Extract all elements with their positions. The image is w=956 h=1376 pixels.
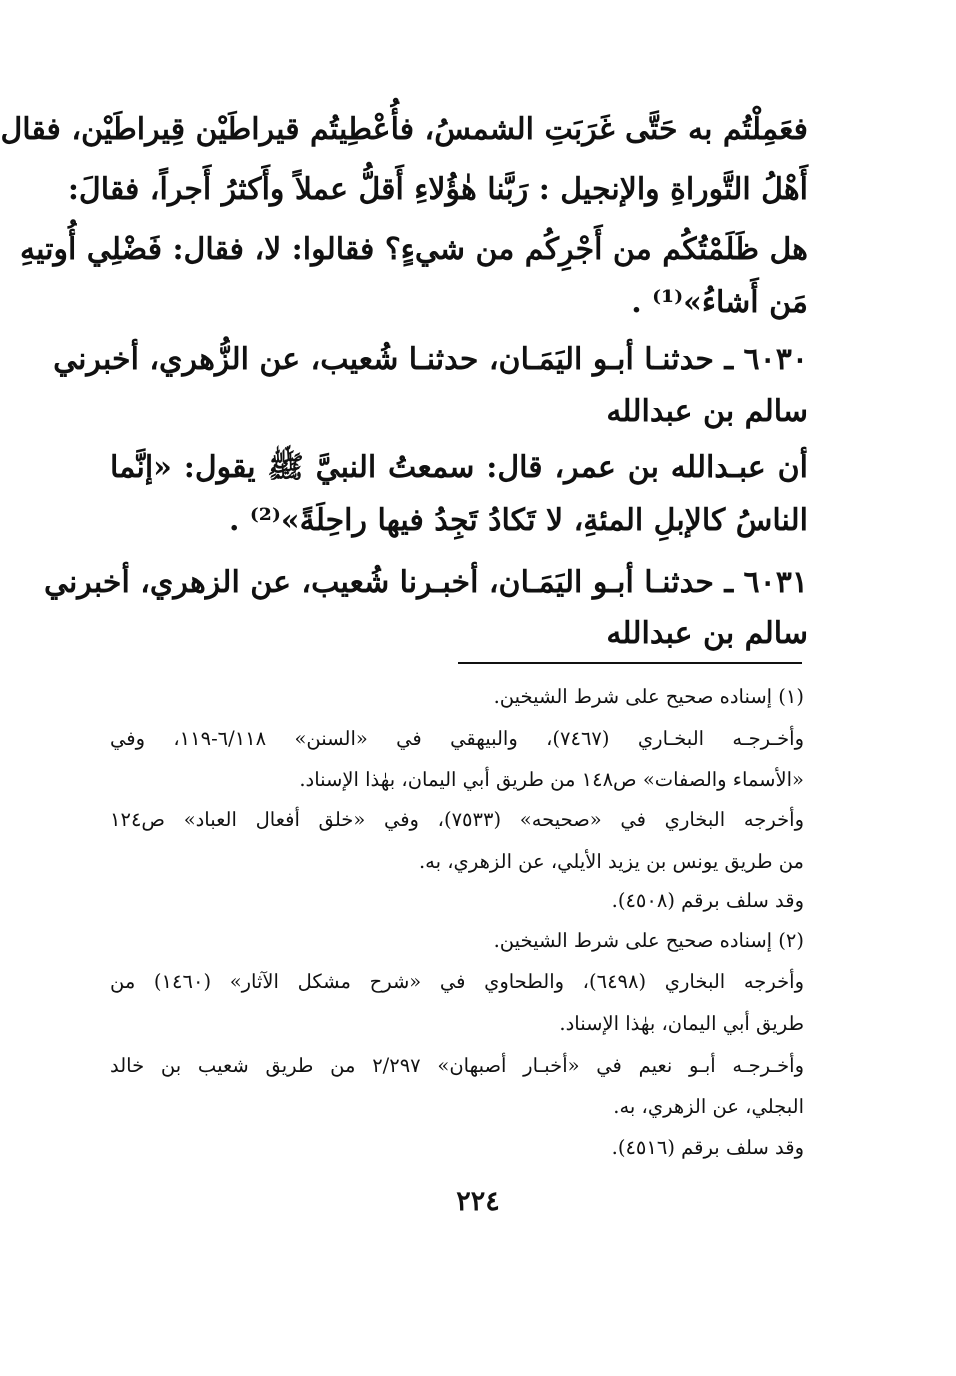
footnote-1-line-5: من طريق يونس بن يزيد الأيلي، عن الزهري، به. <box>418 850 804 873</box>
hadith-6030-isnad-end: سالم بن عبدالله <box>606 394 808 429</box>
main-text-line-4: مَن أَشاءُ»⁽¹⁾ . <box>631 285 808 320</box>
footnote-1-line-3: «الأسماء والصفات» ص١٤٨ من طريق أبي اليمان، بهٰذا الإسناد. <box>299 768 804 791</box>
main-text-line-2: أَهْلُ التَّوراةِ والإنجيل : رَبَّنا هٰؤُلاءِ أَقلُّ عملاً وأَكثرُ أَجراً، فقالَ: <box>67 172 808 207</box>
footnote-1-line-1: (١) إسناده صحيح على شرط الشيخين. <box>493 685 804 708</box>
footnote-2-line-2: وأخرجه البخاري (٦٤٩٨)، والطحاوي في «شرح مشكل الآثار» (١٤٦٠) من <box>110 970 804 993</box>
footnote-2-line-5: البجلي، عن الزهري، به. <box>613 1095 804 1118</box>
page-number: ٢٢٤ <box>456 1186 500 1217</box>
footnote-2-line-6: وقد سلف برقم (٤٥١٦). <box>611 1136 804 1159</box>
footnote-1-line-6: وقد سلف برقم (٤٥٠٨). <box>611 889 804 912</box>
hadith-6030-matn-line-2: الناسُ كالإبلِ المئةِ، لا تَكادُ تَجِدُ فيها راحِلَةً»⁽²⁾ . <box>228 503 808 538</box>
hadith-6031-isnad-end: سالم بن عبدالله <box>606 616 808 651</box>
hadith-6030-matn-line-1: أن عبـدالله بن عمر، قال: سمعتُ النبيَّ ﷺ يقول: «إنَّما <box>110 450 808 485</box>
footnote-separator <box>458 662 802 664</box>
footnote-1-line-2: وأخـرجـه البخـاري (٧٤٦٧)، والبيهقي في «السنن» ٦/١١٨-١١٩، وفي <box>110 727 804 750</box>
main-text-line-1: فعَمِلْتُم به حَتَّى غَرَبَتِ الشمسُ، فأُعْطِيتُم قيراطَيْن قِيراطَيْن، فقال <box>0 112 808 147</box>
footnote-2-line-1: (٢) إسناده صحيح على شرط الشيخين. <box>493 929 804 952</box>
footnote-2-line-4: وأخـرجـه أبـو نعيم في «أخبـار أصبهان» ٢/٢٩٧ من طريق شعيب بن خالد <box>110 1054 804 1077</box>
hadith-6030-isnad: ٦٠٣٠ ـ حدثنـا أبـو اليَمَـان، حدثنـا شُعيب، عن الزُّهري، أخبرني <box>53 342 808 377</box>
footnote-1-line-4: وأخرجه البخاري في «صحيحه» (٧٥٣٣)، وفي «خلق أفعال العباد» ص١٢٤ <box>110 808 804 831</box>
footnote-2-line-3: طريق أبي اليمان، بهٰذا الإسناد. <box>559 1012 804 1035</box>
hadith-6031-isnad: ٦٠٣١ ـ حدثنـا أبـو اليَمَـان، أخبـرنا شُعيب، عن الزهري، أخبرني <box>43 565 808 600</box>
main-text-line-3: هل ظَلَمْتُكُم من أَجْرِكُم من شيءٍ؟ فقالوا: لا، فقال: فَضْلِي أُوتيهِ <box>19 232 808 267</box>
